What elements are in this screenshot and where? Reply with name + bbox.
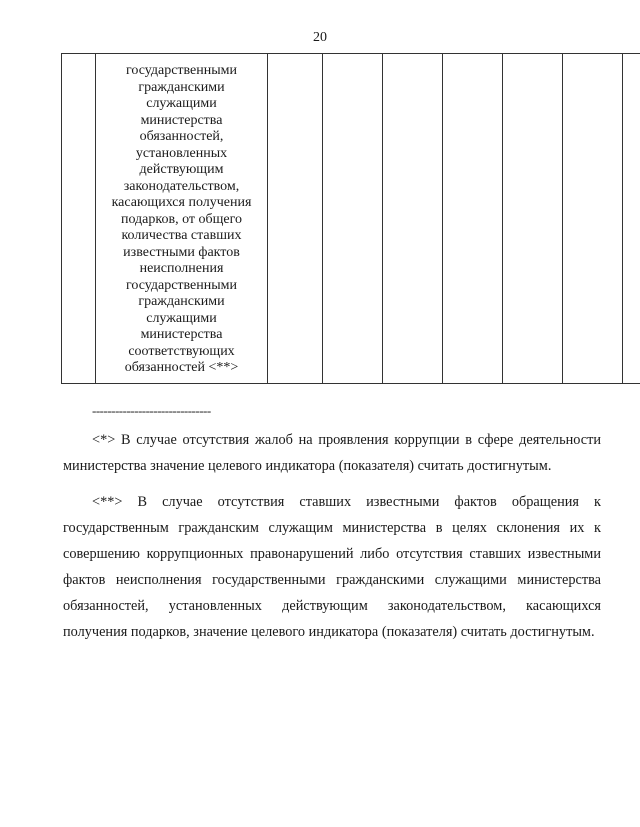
table-cell-value [563,54,623,384]
footnote-separator: ------------------------------- [92,403,211,418]
footnote-2: <**> В случае отсутствия ставших известными фактов обращения к государственным гражданским служащим министерства в целях склонения их к совершению коррупционных правонарушений либо отсутствия ставших известными фактов неисполнения государственными гражданскими служащими министерства обязанностей, установленных действующим законодательством, касающихся получения подарков, значение целевого индикатора (показателя) считать достигнутым. [63,494,601,640]
footnote-1: <*> В случае отсутствия жалоб на проявления коррупции в сфере деятельности министерства значение целевого индикатора (показателя) считать достигнутым. [63,432,601,474]
table-cell-value [383,54,443,384]
indicator-name-text: государственными гражданскими служащими министерства обязанностей, установленных действующим законодательством, касающихся получения подарков, от общего количества ставших известными фактов неисполнения государственными гражданскими служащими министерства соответствующих обязанностей <**> [111,63,252,375]
page-number: 20 [313,30,327,45]
table-cell-value [503,54,563,384]
table-cell-value [443,54,503,384]
indicators-table-continuation [61,53,640,384]
table-row [62,54,640,384]
table-cell-value [623,54,640,384]
table-cell-indicator-name [96,54,268,384]
table-cell-number [62,54,96,384]
table-cell-unit [268,54,323,384]
table-cell-value [323,54,383,384]
